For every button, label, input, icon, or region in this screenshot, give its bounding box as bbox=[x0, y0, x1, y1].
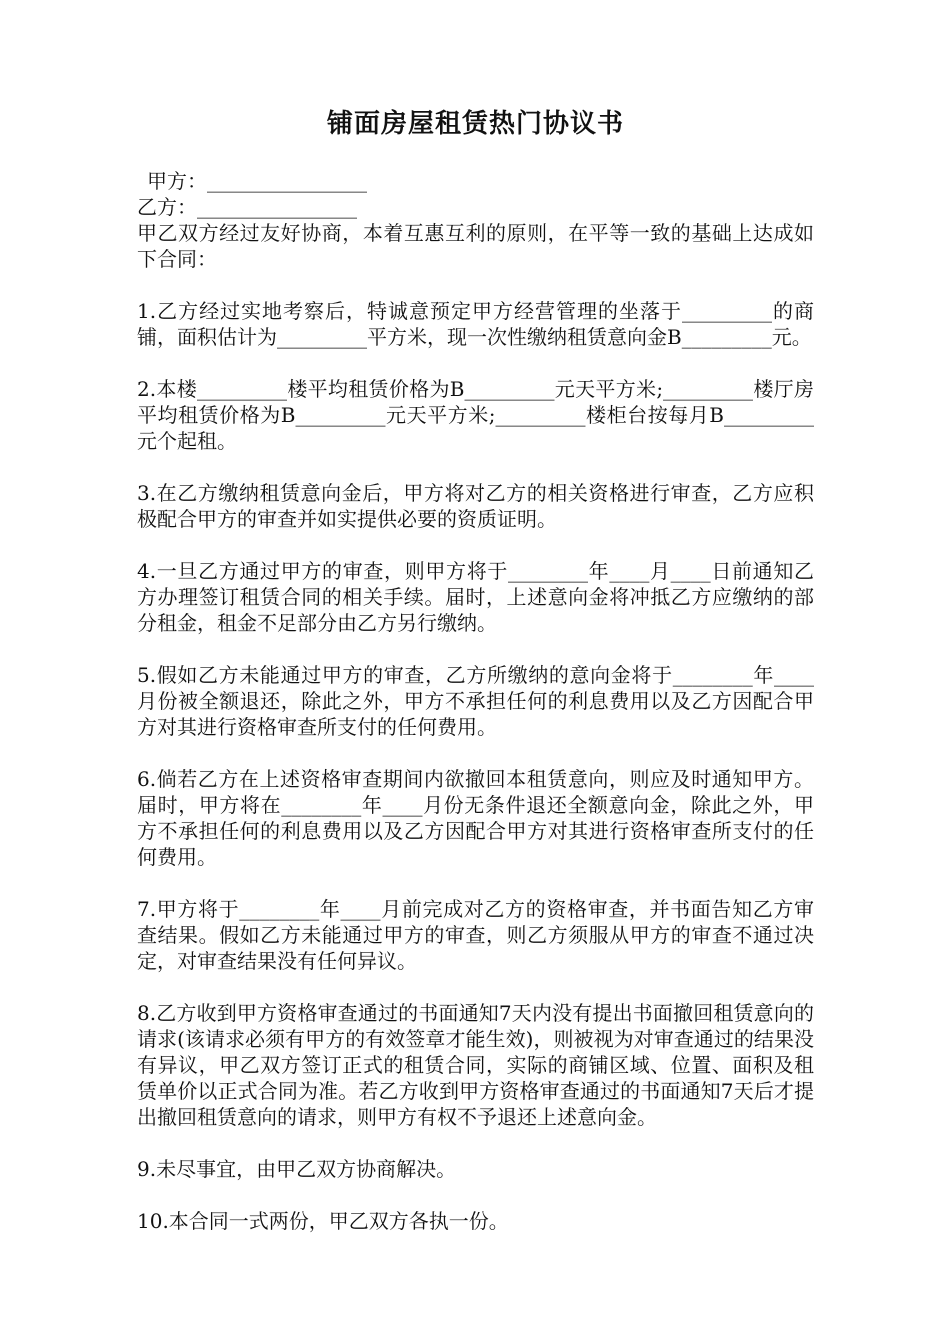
clause-1: 1.乙方经过实地考察后，特诚意预定甲方经营管理的坐落于_________的商铺，面积估计为_________平方米，现一次性缴纳租赁意向金B_________元。 bbox=[137, 299, 814, 349]
clause-6: 6.倘若乙方在上述资格审查期间内欲撤回本租赁意向，则应及时通知甲方。届时，甲方将在________年____月份无条件退还全额意向金，除此之外，甲方不承担任何的利息费用以及乙方因配合甲方对其进行资格审查所支付的任何费用。 bbox=[137, 767, 814, 869]
party-a-line: 甲方：________________ bbox=[147, 169, 367, 193]
intro-paragraph: 甲乙双方经过友好协商，本着互惠互利的原则，在平等一致的基础上达成如下合同： bbox=[137, 221, 814, 271]
clause-4: 4.一旦乙方通过甲方的审查，则甲方将于________年____月____日前通知乙方办理签订租赁合同的相关手续。届时，上述意向金将冲抵乙方应缴纳的部分租金，租金不足部分由乙方另行缴纳。 bbox=[137, 559, 814, 635]
clause-10: 10.本合同一式两份，甲乙双方各执一份。 bbox=[137, 1209, 509, 1233]
clause-5: 5.假如乙方未能通过甲方的审查，乙方所缴纳的意向金将于________年____月份被全额退还，除此之外，甲方不承担任何的利息费用以及乙方因配合甲方对其进行资格审查所支付的任何费用。 bbox=[137, 663, 814, 739]
party-b-line: 乙方：________________ bbox=[137, 195, 357, 219]
document-title: 铺面房屋租赁热门协议书 bbox=[326, 109, 624, 139]
clause-9: 9.未尽事宜，由甲乙双方协商解决。 bbox=[137, 1157, 457, 1181]
clause-3: 3.在乙方缴纳租赁意向金后，甲方将对乙方的相关资格进行审查，乙方应积极配合甲方的审查并如实提供必要的资质证明。 bbox=[137, 481, 814, 531]
clause-7: 7.甲方将于________年____月前完成对乙方的资格审查，并书面告知乙方审查结果。假如乙方未能通过甲方的审查，则乙方须服从甲方的审查不通过决定，对审查结果没有任何异议。 bbox=[137, 897, 814, 973]
clause-2: 2.本楼_________楼平均租赁价格为B_________元天平方米;_________楼厅房平均租赁价格为B_________元天平方米;_________楼柜台按每月B_________元个起租。 bbox=[137, 377, 814, 453]
clause-8: 8.乙方收到甲方资格审查通过的书面通知7天内没有提出书面撤回租赁意向的请求(该请求必须有甲方的有效签章才能生效)，则被视为对审查通过的结果没有异议，甲乙双方签订正式的租赁合同，实际的商铺区域、位置、面积及租赁单价以正式合同为准。若乙方收到甲方资格审查通过的书面通知7天后才提出撤回租赁意向的请求，则甲方有权不予退还上述意向金。 bbox=[137, 1001, 814, 1129]
